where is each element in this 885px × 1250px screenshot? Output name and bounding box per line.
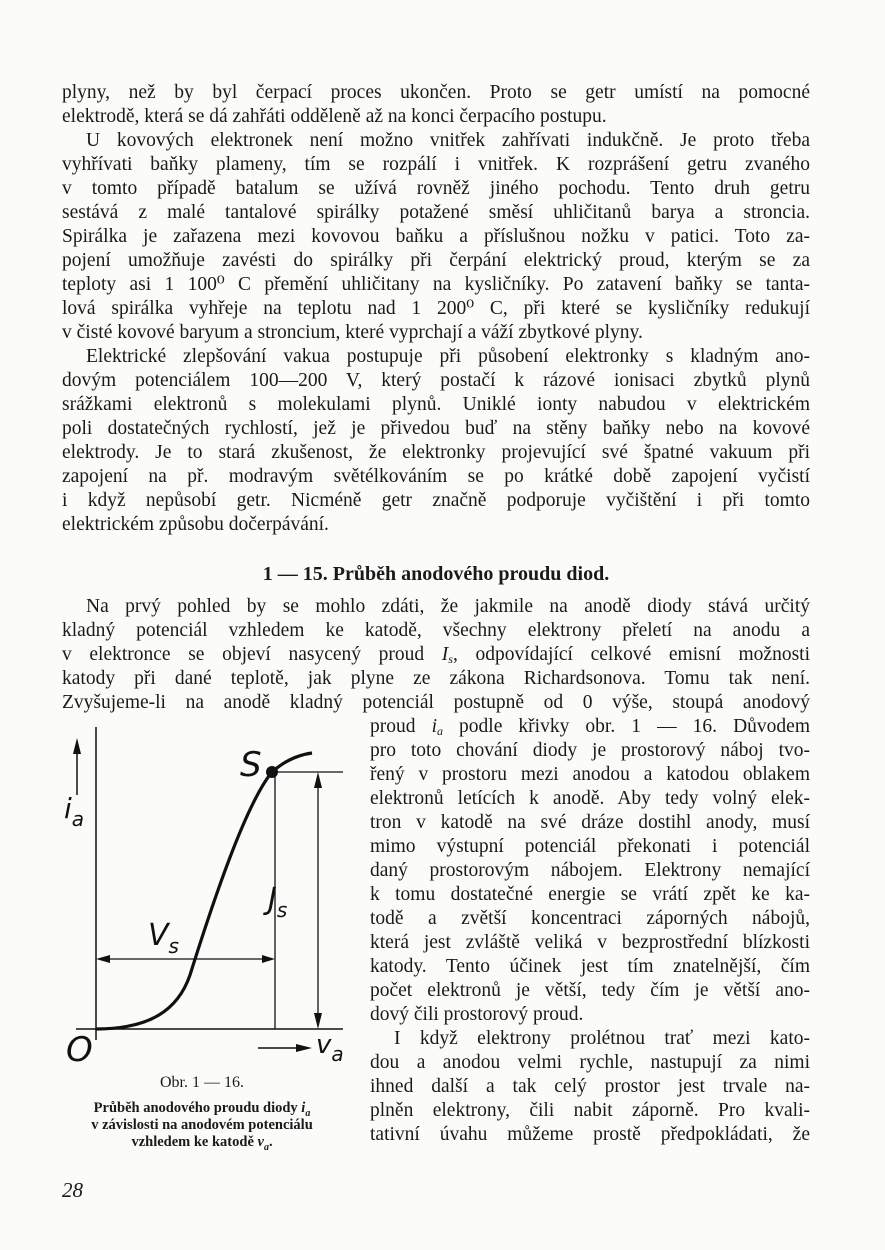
math-symbol: I [441,644,449,665]
arrowhead-right [262,955,275,963]
text-run: zapojení na př. modravým světélkováním se po krátké době zapojení vyčistí [62,466,810,487]
text-run: katody. Tento účinek jest tím znatelnější, čím [370,956,810,977]
y-arrowhead [73,738,81,754]
text-run: dou a anodou velmi rychle, nastupují za nimi [370,1052,810,1073]
text-run: srážkami elektronů s molekulami plynů. Uniklé ionty nabudou v elektrickém [62,394,810,415]
text-run: poli dostatečných rychlostí, jež je přivedou buď na stěny baňky nebo na kovové [62,418,810,439]
text-run: která jest zvláště veliká v bezprostřední blízkosti [370,932,810,953]
text-run: ihned další a tak celý prostor jest trvale na- [370,1076,810,1097]
text-run: počet elektronů je větší, tedy čím je větší ano- [370,980,810,1001]
saturation-point-label: S [240,745,262,785]
text-run: U kovových elektronek není možno vnitřek zahřívati indukčně. Je proto třeba [86,130,810,151]
text-run: kladný potenciál vzhledem ke katodě, všechny elektrony přeletí na anodu a [62,620,810,641]
text-run: elektronů letících k anodě. Aby tedy volný elek- [370,788,810,809]
text-run: pojení umožňuje zavésti do spirálky při čerpání elektrický proud, kterým se za [62,250,810,271]
text-run: Na prvý pohled by se mohlo zdáti, že jakmile na anodě diody stává určitý [86,596,810,617]
page-number: 28 [62,1178,83,1202]
figure-caption-line: Průběh anodového proudu diody $i_a$ [93,1100,311,1119]
text-run: v elektronce se objeví nasycený proud [62,644,442,665]
text-run: katody při dané teplotě, jak plyne ze zákona Richardsonova. Tomu tak není. [62,668,810,689]
text-run: plněn elektrony, čili nabit záporně. Pro kvali- [370,1100,810,1121]
math-subscript: s [448,652,453,666]
figure-number: Obr. 1 — 16. [160,1074,244,1091]
arrowhead-down [314,1013,322,1029]
text-run: v čisté kovové baryum a stroncium, které vyprchají a váží zbytkové plyny. [62,322,643,343]
text-run: I když elektrony prolétnou trať mezi kato- [394,1028,810,1049]
text-run: řený v prostoru mezi anodou a katodou oblakem [370,764,810,785]
text-run: v tomto případě batalum se užívá rovněž jiného pochodu. Tento druh getru [62,178,810,199]
origin-label: O [66,1030,93,1070]
text-run: tron v katodě na své dráze dostihl anody, musí [370,812,810,833]
text-run: podle křivky obr. 1 — 16. Důvodem [442,716,810,737]
text-run: Zvyšujeme-li na anodě kladný potenciál postupně od 0 výše, stoupá anodový [62,692,810,713]
arrowhead-up [314,772,322,788]
text-run: dovým potenciálem 100—200 V, který postačí k rázové ionisaci zbytků plynů [62,370,810,391]
text-run: vyhřívati baňky plameny, tím se rozpálí i vnitřek. K rozprášení getru zvaného [62,154,810,175]
text-run: pro toto chování diody je prostorový náboj tvo- [370,740,810,761]
figure-caption-line: vzhledem ke katodě $v_a$. [131,1134,273,1153]
saturation-point [266,766,278,778]
y-axis-label: $i_a$ [64,792,85,831]
text-run: i když nepůsobí getr. Nicméně getr značně podporuje vyčištění i při tomto [62,490,810,511]
text-run: teploty asi 1 100⁰ C přemění uhličitany na kysličníky. Po zatavení baňky se tanta- [62,274,810,295]
text-run: plyny, než by byl čerpací proces ukončen. Proto se getr umístí na pomocné [62,82,810,103]
text-run: Elektrické zlepšování vakua postupuje při působení elektronky s kladným ano- [86,346,810,367]
text-run: tativní úvahu můžeme prostě předpokládati, že [370,1124,810,1145]
text-run: elektrickém způsobu dočerpávání. [62,514,329,535]
section-heading: 1 — 15. Průběh anodového proudu diod. [262,563,610,585]
text-run: elektrodě, která se dá zahřáti odděleně až na konci čerpacího postupu. [62,106,607,127]
saturation-voltage-label: $V_s$ [148,918,179,958]
saturation-current-label: $J_s$ [268,882,288,922]
math-subscript: a [436,724,443,738]
text-run: dový čili prostorový proud. [370,1004,584,1025]
text-run: sestává z malé tantalové spirálky potažené směsí uhličitanů barya a stroncia. [62,202,810,223]
x-axis-label: $v_a$ [316,1030,344,1066]
text-run: elektrody. Je to stará zkušenost, že elektronky projevující své špatné vakuum při [62,442,810,463]
x-arrowhead [296,1044,312,1052]
text-run: Spirálka je zařazena mezi kovovou baňku a příslušnou nožku v patici. Toto za- [62,226,810,247]
text-run: todě a zvětší koncentraci záporných nábojů, [370,908,810,929]
arrowhead-left [96,955,110,963]
math-symbol: i [431,716,437,737]
text-run: lová spirálka vyhřeje na teplotu nad 1 200⁰ C, při které se kysličníky redukují [62,298,810,319]
text-run: , odpovídající celkové emisní možnosti [452,644,810,665]
text-run: daný prostorovým nábojem. Elektrony nemající [370,860,810,881]
figure-caption-line: v závislosti na anodovém potenciálu [91,1117,313,1133]
text-run: k tomu dostatečné energie se vrátí zpět ke ka- [370,884,810,905]
text-run: proud [370,716,432,737]
text-run: mimo výstupní potenciál překonati i potenciál [370,836,810,857]
